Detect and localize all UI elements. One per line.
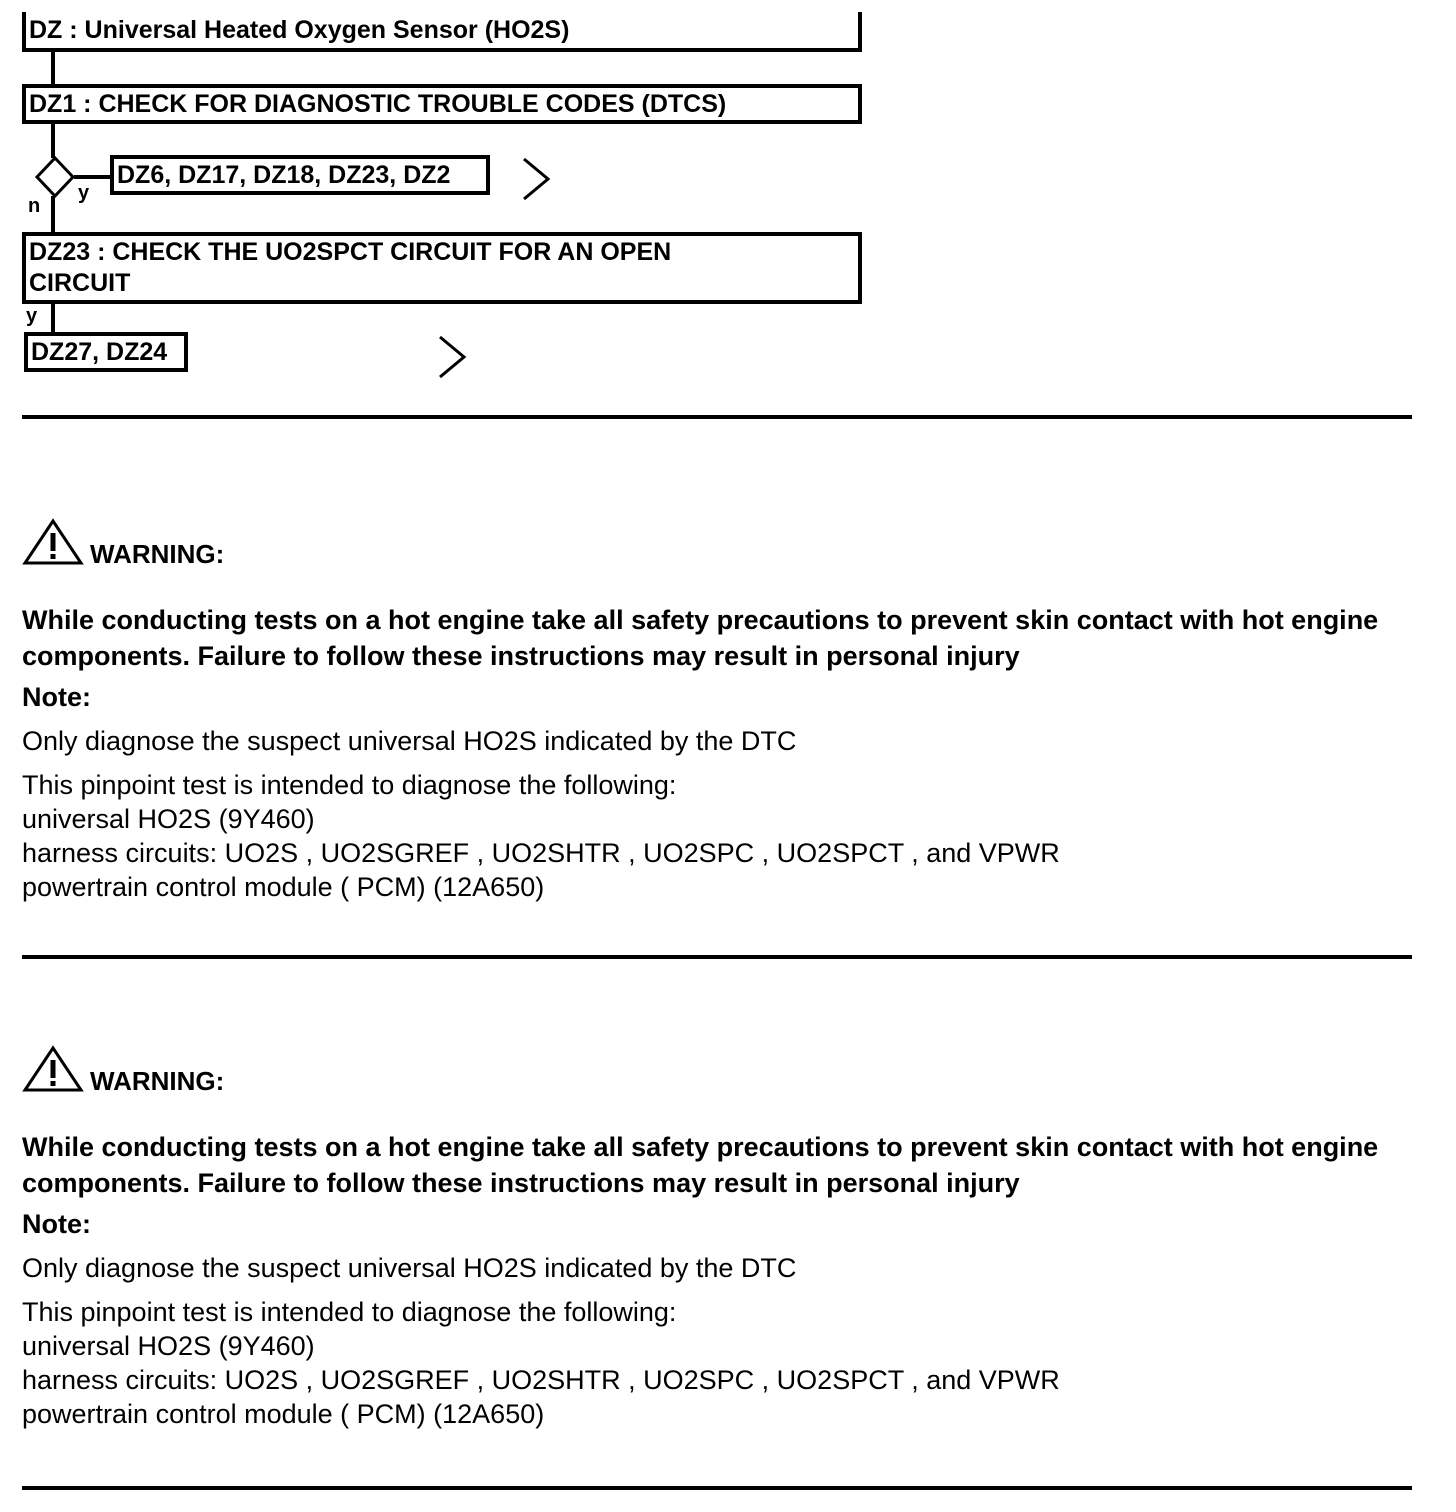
flow-connector (51, 124, 55, 158)
warning-text: While conducting tests on a hot engine take all safety precautions to prevent skin contact with hot engine components. Failure to follow these instructions may result in personal injury (22, 1132, 1379, 1198)
step2-yes-box[interactable] (24, 332, 188, 372)
list-item: harness circuits: UO2S , UO2SGREF , UO2SHTR , UO2SPC , UO2SPCT , and VPWR (22, 838, 1060, 868)
list-item: universal HO2S (9Y460) (22, 1331, 315, 1361)
divider (22, 1486, 1412, 1490)
divider (22, 415, 1412, 419)
warning-title: WARNING: (90, 539, 225, 569)
warning-triangle-icon (22, 1045, 84, 1093)
warning-section (22, 1045, 1422, 1431)
branch-no-label: n (28, 195, 41, 217)
chevron-right-icon[interactable] (436, 334, 470, 380)
note-label: Note: (22, 1209, 91, 1239)
list-item: harness circuits: UO2S , UO2SGREF , UO2SHTR , UO2SPC , UO2SPCT , and VPWR (22, 1365, 1060, 1395)
chevron-right-icon[interactable] (520, 156, 554, 202)
flow-step2-box[interactable] (22, 232, 862, 304)
divider (22, 955, 1412, 959)
note-label: Note: (22, 682, 91, 712)
decision-diamond-icon (34, 156, 76, 198)
warning-triangle-icon (22, 518, 84, 566)
test-intro: This pinpoint test is intended to diagnose the following: (22, 1297, 677, 1327)
test-intro: This pinpoint test is intended to diagnose the following: (22, 770, 677, 800)
step2-yes-label: y (26, 305, 38, 327)
branch-yes-label: y (78, 182, 90, 204)
flow-connector (51, 304, 55, 334)
list-item: powertrain control module ( PCM) (12A650) (22, 1399, 545, 1429)
list-item: universal HO2S (9Y460) (22, 804, 315, 834)
flow-connector (51, 196, 55, 234)
list-item: powertrain control module ( PCM) (12A650) (22, 872, 545, 902)
flow-connector (51, 52, 55, 86)
flow-connector (74, 175, 112, 179)
branch-yes-box[interactable] (110, 155, 490, 195)
flow-title-box[interactable] (22, 12, 862, 52)
flow-title-text: DZ : Universal Heated Oxygen Sensor (HO2S) (29, 16, 570, 44)
warning-title: WARNING: (90, 1066, 225, 1096)
warning-text: While conducting tests on a hot engine take all safety precautions to prevent skin contact with hot engine components. Failure to follow these instructions may result in personal injury (22, 605, 1379, 671)
branch-yes-text: DZ6, DZ17, DZ18, DZ23, DZ2 (117, 161, 451, 189)
flow-step2-text: DZ23 : CHECK THE UO2SPCT CIRCUIT FOR AN OPEN CIRCUIT (29, 238, 672, 297)
note-text: Only diagnose the suspect universal HO2S indicated by the DTC (22, 1253, 797, 1283)
step2-yes-text: DZ27, DZ24 (31, 338, 168, 366)
flow-step1-box[interactable] (22, 84, 862, 124)
flow-step1-text: DZ1 : CHECK FOR DIAGNOSTIC TROUBLE CODES (DTCS) (29, 90, 727, 118)
warning-section (22, 518, 1422, 904)
note-text: Only diagnose the suspect universal HO2S indicated by the DTC (22, 726, 797, 756)
